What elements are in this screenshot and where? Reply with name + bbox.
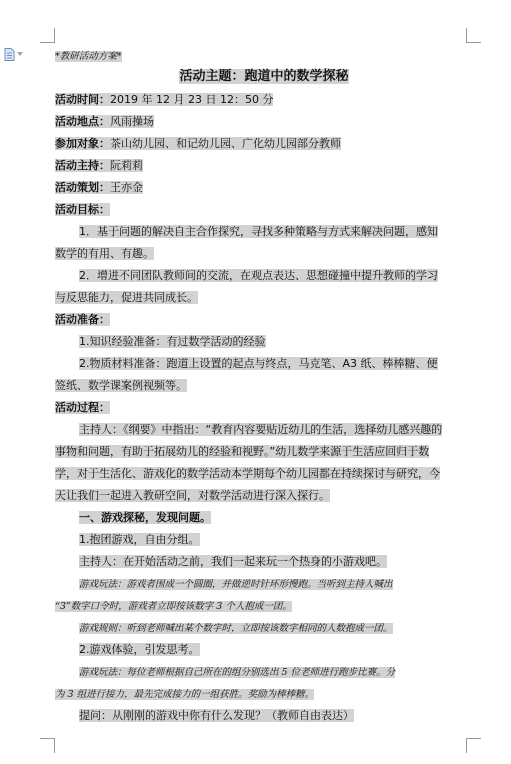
document-title: 活动主题：跑道中的数学探秘 (179, 69, 349, 84)
prep-item-1: 1.知识经验准备：有过数学活动的经验 (79, 335, 266, 348)
step-1: 1.抱团游戏，自由分组。 (79, 533, 200, 546)
host-intro-line-3: 学，对于生活化、游戏化的数学活动本学期每个幼儿园都在持续探讨与研究，今 (55, 467, 440, 480)
crop-mark-top-right (466, 28, 481, 43)
goal-1-line-2: 数学的有用、有趣。 (55, 247, 154, 260)
game-2-line-2: 为 3 组进行接力，最先完成接力的一组获胜。奖励为棒棒糖。 (55, 689, 315, 700)
game-play-line-1: 游戏玩法：游戏者围成一个圆圈，并做逆时针环形慢跑。当听到主持人喊出 (79, 579, 393, 590)
info-time: 活动时间：2019 年 12 月 23 日 12：50 分 (55, 93, 274, 106)
info-participants: 参加对象：茶山幼儿园、和记幼儿园、广化幼儿园部分教师 (55, 137, 341, 150)
info-planner: 活动策划：王亦金 (55, 181, 143, 194)
prep-heading: 活动准备： (55, 313, 110, 326)
crop-mark-bottom-right (466, 738, 481, 753)
chevron-down-icon (17, 52, 23, 56)
game-play-line-2: “3”数字口令时，游戏者立即按该数字 3 个人抱成一团。 (55, 601, 292, 612)
info-host: 活动主持：阮莉莉 (55, 159, 143, 172)
info-location: 活动地点：风雨操场 (55, 115, 154, 128)
goal-1-line-1: 1．基于问题的解决自主合作探究，寻找多种策略与方式来解决问题，感知 (79, 225, 438, 238)
document-options-button[interactable] (4, 47, 28, 61)
goal-2-line-2: 与反思能力，促进共同成长。 (55, 291, 198, 304)
prep-item-2-line-1: 2.物质材料准备：跑道上设置的起点与终点，马克笔、A3 纸、棒棒糖、便 (79, 357, 438, 370)
step-2: 2.游戏体验，引发思考。 (79, 643, 200, 656)
document-icon (4, 48, 15, 61)
host-warmup: 主持人：在开始活动之前，我们一起来玩一个热身的小游戏吧。 (79, 555, 387, 568)
crop-mark-bottom-left (40, 738, 55, 753)
document-page (55, 49, 473, 727)
game-2-line-1: 游戏玩法：每位老师根据自己所在的组分别选出 5 位老师进行跑步比赛。分 (79, 667, 396, 678)
goals-heading: 活动目标： (55, 203, 110, 216)
goal-2-line-1: 2．增进不同团队教师间的交流，在观点表达、思想碰撞中提升教师的学习 (79, 269, 438, 282)
document-tag: *教研活动方案* (55, 51, 122, 62)
question: 提问：从刚刚的游戏中你有什么发现？（教师自由表达） (79, 709, 354, 722)
crop-mark-top-left (40, 28, 55, 43)
game-rule: 游戏规则：听到老师喊出某个数字时，立即按该数字相同的人数抱成一团。 (79, 623, 393, 634)
section-1-heading: 一、游戏探秘，发现问题。 (79, 511, 211, 524)
host-intro-line-2: 事物和问题，有助于拓展幼儿的经验和视野。”幼儿数学来源于生活应回归于数 (55, 445, 430, 458)
host-intro-line-1: 主持人：《纲要》中指出：“教育内容要贴近幼儿的生活，选择幼儿感兴趣的 (79, 423, 443, 436)
process-heading: 活动过程： (55, 401, 110, 414)
prep-item-2-line-2: 签纸、数学课案例视频等。 (55, 379, 187, 392)
host-intro-line-4: 天让我们一起进入教研空间，对数学活动进行深入探行。 (55, 489, 330, 502)
